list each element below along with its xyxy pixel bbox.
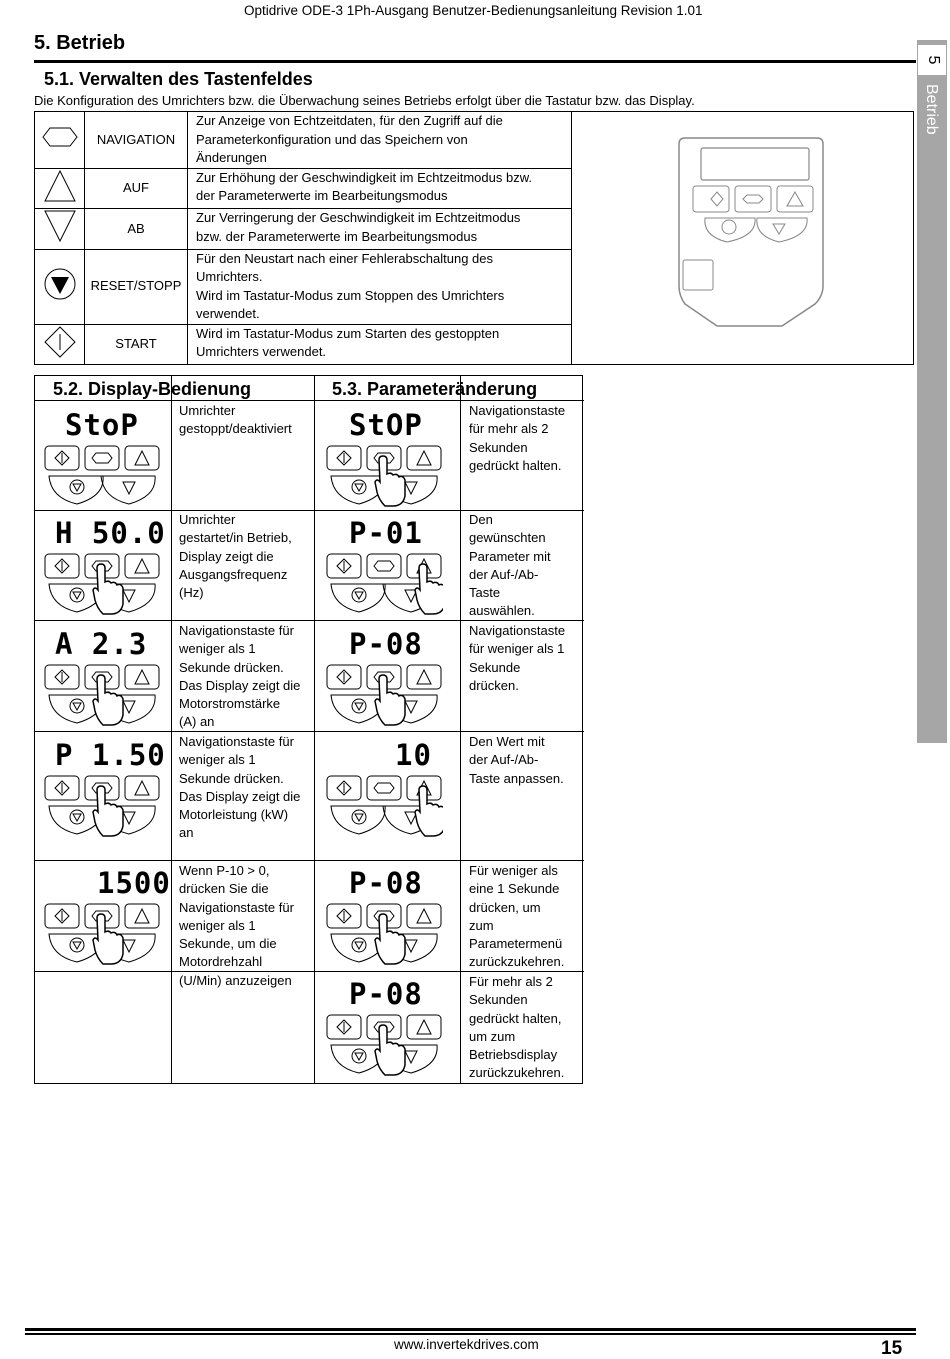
display-readout: StoP: [65, 408, 139, 442]
keypad-drawing: [325, 774, 443, 838]
navigation-icon: [40, 122, 80, 152]
keypad-drawing: [325, 552, 443, 616]
keypad-illustration-cell: [572, 112, 914, 365]
running-header: Optidrive ODE-3 1Ph-Ausgang Benutzer-Bedienungsanleitung Revision 1.01: [244, 3, 703, 18]
chapter-tab-label: Betrieb: [923, 84, 940, 135]
keypad-drawing: [43, 552, 161, 616]
section-5-1-title: 5.1. Verwalten des Tastenfeldes: [44, 69, 313, 89]
page-number: 15: [881, 1338, 903, 1359]
start-icon: [43, 325, 77, 359]
display-readout: P-01: [349, 516, 423, 550]
grid-line: [35, 731, 584, 732]
up-key-icon: [417, 451, 431, 465]
footer-url[interactable]: www.invertekdrives.com: [394, 1337, 539, 1352]
display-description: Umrichter gestartet/in Betrieb, Display zeigt die Ausgangsfrequenz (Hz): [179, 512, 292, 601]
key-description: Wird im Tastatur-Modus zum Starten des gestoppten Umrichters verwendet.: [188, 324, 572, 365]
parameter-step-description: Navigationstaste für weniger als 1 Sekunde drücken.: [469, 623, 566, 693]
navigation-key-icon: [374, 783, 394, 793]
key-icon-cell: [35, 168, 85, 209]
display-readout: 10: [395, 738, 432, 772]
parameter-step-description: Den Wert mit der Auf-/Ab- Taste anpassen.: [469, 734, 564, 786]
display-description: Navigationstaste für weniger als 1 Sekunde drücken. Das Display zeigt die Motorstromstärke (A) an: [179, 623, 301, 730]
display-readout: P 1.50: [55, 738, 166, 772]
down-key-icon: [405, 940, 417, 952]
navigation-key-icon: [374, 561, 394, 571]
pointing-hand-icon: [415, 786, 443, 836]
up-key: [125, 554, 159, 578]
down-key-icon: [405, 482, 417, 494]
keypad-drawing: [325, 902, 443, 966]
keypad-drawing: [43, 663, 161, 727]
navigation-key: [367, 776, 401, 800]
stop-key-icon-triangle: [355, 484, 363, 491]
display-description: Wenn P-10 > 0, drücken Sie die Navigationstaste für weniger als 1 Sekunde, um die Motordrehzahl (U/Min) anzuzeigen: [179, 863, 294, 988]
keypad: [43, 902, 161, 966]
up-key: [125, 446, 159, 470]
parameter-step-description: Für mehr als 2 Sekunden gedrückt halten, um zum Betriebsdisplay zurückzukehren.: [469, 974, 565, 1081]
down-key-icon: [405, 1051, 417, 1063]
keypad: [43, 552, 161, 616]
parameter-step-description: Für weniger als eine 1 Sekunde drücken, um zum Parametermenü zurückzukehren.: [469, 863, 565, 970]
stop-key-icon-triangle: [355, 942, 363, 949]
up-key-icon: [417, 909, 431, 923]
key-icon-cell: [35, 209, 85, 250]
grid-line: [171, 376, 172, 1083]
keypad: [43, 444, 161, 508]
key-description: Zur Erhöhung der Geschwindigkeit im Echtzeitmodus bzw. der Parameterwerte im Bearbeitungsmodus: [188, 168, 572, 209]
keypad: [325, 552, 443, 616]
footer-rule: [25, 1328, 916, 1331]
keypad-drawing: [325, 663, 443, 727]
chapter-side-tab[interactable]: [917, 40, 947, 743]
up-triangle-icon: [43, 169, 77, 203]
key-name: RESET/STOPP: [85, 249, 188, 324]
keypad-drawing: [43, 902, 161, 966]
keypad-drawing: [43, 444, 161, 508]
section-5-1-intro: Die Konfiguration des Umrichters bzw. die Überwachung seines Betriebs erfolgt über die Tastatur bzw. das Display.: [34, 93, 695, 108]
up-key-icon: [135, 781, 149, 795]
down-key-icon: [123, 590, 135, 602]
key-description: Für den Neustart nach einer Fehlerabschaltung des Umrichters. Wird im Tastatur-Modus zum Stoppen des Umrichters verwendet.: [188, 249, 572, 324]
display-readout: P-08: [349, 977, 423, 1011]
chapter-title: 5. Betrieb: [34, 32, 126, 54]
up-key-icon: [417, 670, 431, 684]
up-key: [125, 776, 159, 800]
operation-grid: [34, 375, 583, 1084]
stop-key-icon-triangle: [355, 592, 363, 599]
grid-line: [460, 376, 461, 1083]
up-key-icon: [135, 909, 149, 923]
stop-key-icon-triangle: [73, 484, 81, 491]
up-key: [407, 1015, 441, 1039]
navigation-key: [85, 446, 119, 470]
keypad: [43, 774, 161, 838]
display-readout: P-08: [349, 866, 423, 900]
key-description: Zur Verringerung der Geschwindigkeit im Echtzeitmodus bzw. der Parameterwerte im Bearbeitungsmodus: [188, 209, 572, 250]
keypad-drawing: [325, 444, 443, 508]
down-key-icon: [123, 812, 135, 824]
up-key-icon: [135, 451, 149, 465]
section-5-2-title: 5.2. Display-Bedienung: [53, 379, 252, 399]
parameter-step-description: Navigationstaste für mehr als 2 Sekunden gedrückt halten.: [469, 403, 566, 473]
key-name: AUF: [85, 168, 188, 209]
stop-key-icon-triangle: [355, 1053, 363, 1060]
stop-key-icon-triangle: [355, 814, 363, 821]
down-key-icon: [123, 940, 135, 952]
keypad: [325, 902, 443, 966]
parameter-step-description: Den gewünschten Parameter mit der Auf-/Ab- Taste auswählen.: [469, 512, 551, 619]
up-key: [407, 665, 441, 689]
grid-line: [35, 860, 584, 861]
chapter-tab-number: 5: [925, 55, 942, 65]
keypad: [43, 663, 161, 727]
down-key: [101, 476, 155, 504]
display-readout: A 2.3: [55, 627, 148, 661]
up-key-icon: [417, 1020, 431, 1034]
keypad-drawing: [43, 774, 161, 838]
key-row-navigation: [35, 112, 914, 169]
stop-key-icon-triangle: [73, 814, 81, 821]
display-description: Navigationstaste für weniger als 1 Sekunde drücken. Das Display zeigt die Motorleistung (kW) an: [179, 734, 301, 841]
keypad: [325, 774, 443, 838]
display-readout: H 50.0: [55, 516, 166, 550]
stop-key-icon-triangle: [73, 703, 81, 710]
key-name: AB: [85, 209, 188, 250]
navigation-key-icon: [92, 453, 112, 463]
up-key-icon: [135, 559, 149, 573]
pointing-hand-icon: [415, 564, 443, 614]
chapter-rule: [34, 60, 916, 63]
stop-key-icon-triangle: [73, 942, 81, 949]
display-readout: StOP: [349, 408, 423, 442]
up-key: [407, 446, 441, 470]
pointing-hand-shape: [415, 786, 443, 836]
key-icon-cell: [35, 249, 85, 324]
footer-rule: [25, 1333, 916, 1335]
keypad: [325, 1013, 443, 1077]
keypad-illustration: [667, 136, 867, 336]
key-description: Zur Anzeige von Echtzeitdaten, für den Zugriff auf die Parameterkonfiguration und das Speichern von Änderungen: [188, 112, 572, 169]
key-name: NAVIGATION: [85, 112, 188, 169]
up-key: [125, 665, 159, 689]
display-readout: 1500: [97, 866, 171, 900]
down-triangle-icon: [43, 209, 77, 243]
reset-stop-icon: [43, 267, 77, 301]
stop-key-icon-triangle: [73, 592, 81, 599]
section-5-3-title: 5.3. Parameteränderung: [332, 379, 538, 399]
keypad: [325, 663, 443, 727]
stop-key-icon-triangle: [355, 703, 363, 710]
key-name: START: [85, 324, 188, 365]
up-key-icon: [135, 670, 149, 684]
keypad: [325, 444, 443, 508]
down-key-icon: [123, 482, 135, 494]
down-key-icon: [405, 701, 417, 713]
grid-line: [35, 400, 584, 401]
pointing-hand-shape: [415, 564, 443, 614]
down-key-icon: [123, 701, 135, 713]
up-key: [407, 904, 441, 928]
chapter-tab-number-box: [917, 44, 947, 76]
display-readout: P-08: [349, 627, 423, 661]
navigation-key: [367, 554, 401, 578]
grid-line: [314, 376, 315, 1083]
keypad-key-table: [34, 111, 914, 365]
key-icon-cell: [35, 324, 85, 365]
key-icon-cell: [35, 112, 85, 169]
keypad-drawing: [325, 1013, 443, 1077]
up-key: [125, 904, 159, 928]
display-description: Umrichter gestoppt/deaktiviert: [179, 403, 292, 437]
